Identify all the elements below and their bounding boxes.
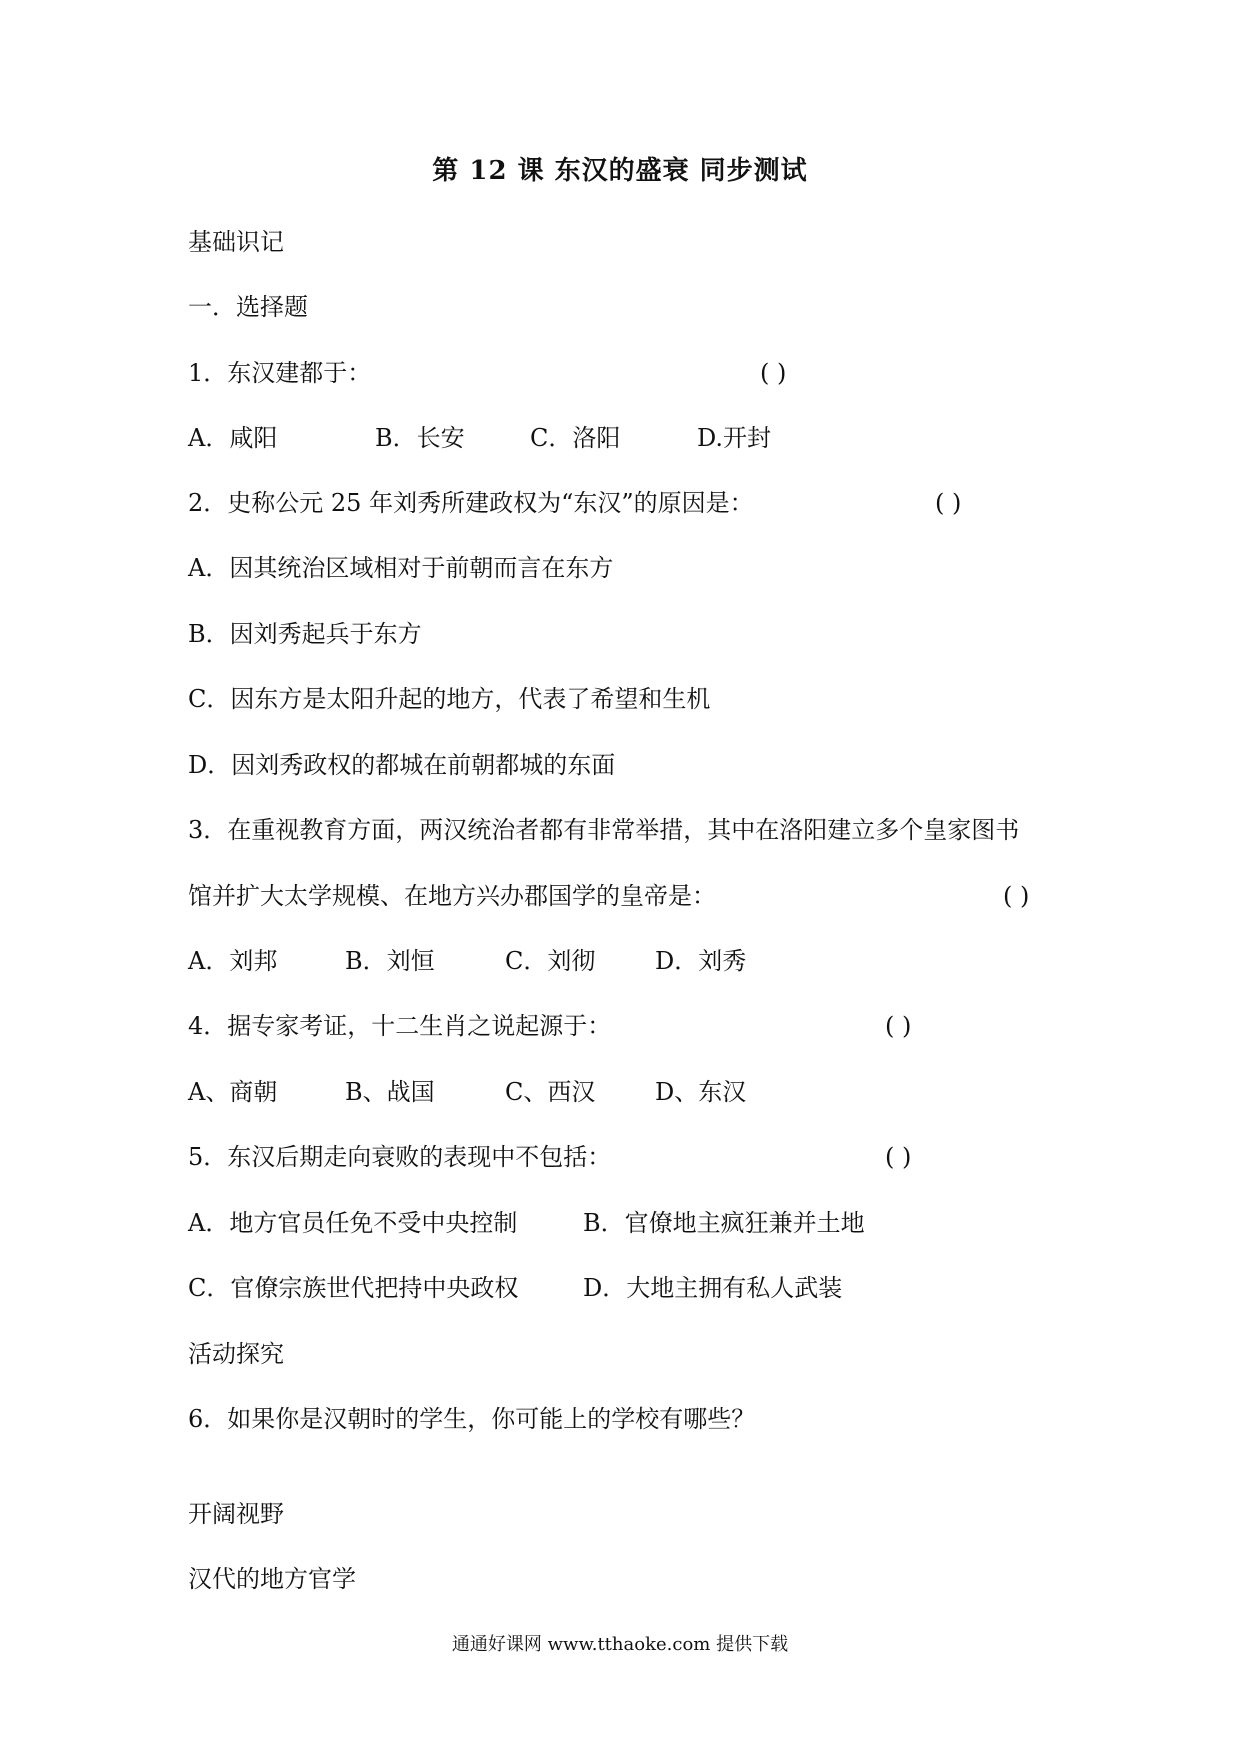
question-2-option-a: A．因其统治区域相对于前朝而言在东方 bbox=[188, 554, 614, 582]
question-4-option-c: C、西汉 bbox=[505, 1078, 596, 1106]
question-2-stem: 2．史称公元 25 年刘秀所建政权为“东汉”的原因是： bbox=[188, 489, 754, 517]
question-2-answer-blank: ( ) bbox=[935, 489, 962, 517]
question-1-answer-blank: ( ) bbox=[760, 359, 787, 387]
question-3-option-c: C．刘彻 bbox=[505, 947, 596, 975]
question-4-option-a: A、商朝 bbox=[188, 1078, 278, 1106]
question-6-stem: 6．如果你是汉朝时的学生，你可能上的学校有哪些？ bbox=[188, 1405, 756, 1433]
section-local-school: 汉代的地方官学 bbox=[188, 1565, 356, 1593]
question-5-stem: 5．东汉后期走向衰败的表现中不包括： bbox=[188, 1143, 612, 1171]
question-1-option-b: B．长安 bbox=[375, 424, 465, 452]
question-3-option-a: A．刘邦 bbox=[188, 947, 278, 975]
question-2-option-c: C．因东方是太阳升起的地方，代表了希望和生机 bbox=[188, 685, 711, 713]
question-1-option-a: A．咸阳 bbox=[188, 424, 278, 452]
question-5-option-a: A．地方官员任免不受中央控制 bbox=[188, 1209, 518, 1237]
question-3-answer-blank: ( ) bbox=[1003, 882, 1030, 910]
section-basic: 基础识记 bbox=[188, 228, 284, 256]
question-5-answer-blank: ( ) bbox=[885, 1143, 912, 1171]
question-3-option-b: B．刘恒 bbox=[345, 947, 435, 975]
question-3-option-d: D．刘秀 bbox=[655, 947, 747, 975]
question-1-stem: 1．东汉建都于： bbox=[188, 359, 372, 387]
question-4-stem: 4．据专家考证，十二生肖之说起源于： bbox=[188, 1012, 612, 1040]
question-4-answer-blank: ( ) bbox=[885, 1012, 912, 1040]
question-5-option-d: D．大地主拥有私人武装 bbox=[583, 1274, 843, 1302]
question-3-stem-line-1: 3．在重视教育方面，两汉统治者都有非常举措，其中在洛阳建立多个皇家图书 bbox=[188, 816, 1020, 844]
section-activity: 活动探究 bbox=[188, 1340, 284, 1368]
question-3-stem-line-2: 馆并扩大太学规模、在地方兴办郡国学的皇帝是： bbox=[188, 882, 716, 910]
question-2-option-b: B．因刘秀起兵于东方 bbox=[188, 620, 422, 648]
question-2-option-d: D．因刘秀政权的都城在前朝都城的东面 bbox=[188, 751, 616, 779]
section-choice: 一．选择题 bbox=[188, 293, 308, 321]
question-5-option-b: B．官僚地主疯狂兼并土地 bbox=[583, 1209, 865, 1237]
question-4-option-d: D、东汉 bbox=[655, 1078, 747, 1106]
page-title: 第 12 课 东汉的盛衰 同步测试 bbox=[432, 156, 808, 186]
question-4-option-b: B、战国 bbox=[345, 1078, 435, 1106]
section-horizon: 开阔视野 bbox=[188, 1500, 284, 1528]
question-5-option-c: C．官僚宗族世代把持中央政权 bbox=[188, 1274, 519, 1302]
download-footer: 通通好课网 www.tthaoke.com 提供下载 bbox=[451, 1634, 789, 1655]
question-1-option-c: C．洛阳 bbox=[530, 424, 621, 452]
question-1-option-d: D.开封 bbox=[697, 424, 772, 452]
